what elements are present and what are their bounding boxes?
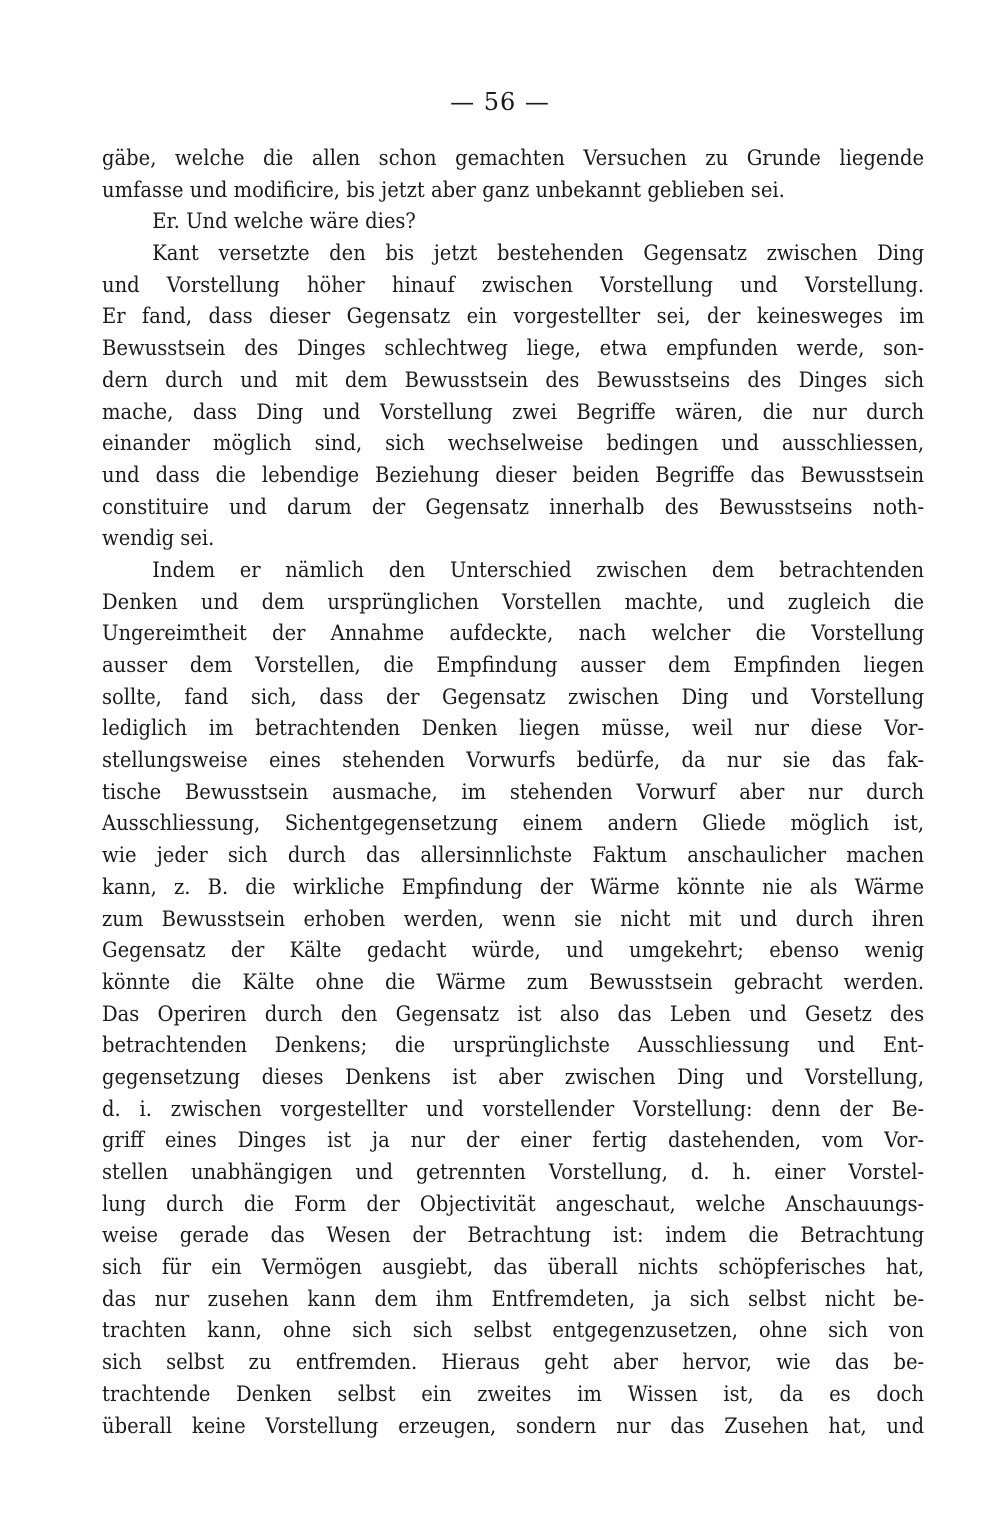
text-line: zum Bewusstsein erhoben werden, wenn sie nicht mit und durch ihren xyxy=(102,906,925,931)
text-line: Ungereimtheit der Annahme aufdeckte, nach welcher die Vorstellung xyxy=(102,621,925,646)
text-line: betrachtenden Denkens; die ursprünglichste Ausschliessung und Ent- xyxy=(102,1033,925,1058)
text-line: könnte die Kälte ohne die Wärme zum Bewusstsein gebracht werden. xyxy=(102,969,925,994)
text-line: weise gerade das Wesen der Betrachtung ist: indem die Betrachtung xyxy=(102,1223,925,1248)
text-line: d. i. zwischen vorgestellter und vorstellender Vorstellung: denn der Be- xyxy=(102,1096,925,1121)
text-line: einander möglich sind, sich wechselweise bedingen und ausschliessen, xyxy=(102,431,925,456)
text-line: Kant versetzte den bis jetzt bestehenden Gegensatz zwischen Ding xyxy=(152,241,925,266)
text-line: Er. Und welche wäre dies? xyxy=(152,209,416,234)
text-line: umfasse und modificire, bis jetzt aber ganz unbekannt geblieben sei. xyxy=(102,177,785,202)
text-line: Gegensatz der Kälte gedacht würde, und umgekehrt; ebenso wenig xyxy=(102,938,925,963)
text-line: tische Bewusstsein ausmache, im stehenden Vorwurf aber nur durch xyxy=(102,779,925,804)
text-line: dern durch und mit dem Bewusstsein des Bewusstseins des Dinges sich xyxy=(102,367,925,392)
text-line: Das Operiren durch den Gegensatz ist also das Leben und Gesetz des xyxy=(102,1001,925,1026)
text-line: wie jeder sich durch das allersinnlichste Faktum anschaulicher machen xyxy=(102,843,925,868)
text-line: sollte, fand sich, dass der Gegensatz zwischen Ding und Vorstellung xyxy=(102,684,925,709)
text-line: überall keine Vorstellung erzeugen, sondern nur das Zusehen hat, und xyxy=(102,1413,925,1438)
text-line: und dass die lebendige Beziehung dieser beiden Begriffe das Bewusstsein xyxy=(102,462,925,487)
text-line: gegensetzung dieses Denkens ist aber zwischen Ding und Vorstellung, xyxy=(102,1064,925,1089)
text-line: Indem er nämlich den Unterschied zwischen dem betrachtenden xyxy=(152,557,925,582)
page-number: — 56 — xyxy=(450,88,550,116)
text-line: stellen unabhängigen und getrennten Vorstellung, d. h. einer Vorstel- xyxy=(102,1160,925,1184)
body-text xyxy=(102,143,924,1442)
text-line: griff eines Dinges ist ja nur der einer fertig dastehenden, vom Vor- xyxy=(102,1128,925,1153)
text-line: und Vorstellung höher hinauf zwischen Vorstellung und Vorstellung. xyxy=(102,272,925,297)
text-line: kann, z. B. die wirkliche Empfindung der Wärme könnte nie als Wärme xyxy=(102,874,925,899)
text-line: mache, dass Ding und Vorstellung zwei Begriffe wären, die nur durch xyxy=(102,399,925,424)
text-line: trachtende Denken selbst ein zweites im Wissen ist, da es doch xyxy=(102,1381,925,1406)
text-line: Bewusstsein des Dinges schlechtweg liege, etwa empfunden werde, son- xyxy=(102,336,925,361)
text-line: sich selbst zu entfremden. Hieraus geht aber hervor, wie das be- xyxy=(102,1350,925,1375)
text-line: trachten kann, ohne sich sich selbst entgegenzusetzen, ohne sich von xyxy=(102,1318,925,1343)
text-line: lung durch die Form der Objectivität angeschaut, welche Anschauungs- xyxy=(102,1191,925,1216)
text-line: Ausschliessung, Sichentgegensetzung einem andern Gliede möglich ist, xyxy=(102,811,925,836)
text-line: das nur zusehen kann dem ihm Entfremdeten, ja sich selbst nicht be- xyxy=(102,1286,925,1311)
text-line: Denken und dem ursprünglichen Vorstellen machte, und zugleich die xyxy=(102,589,925,614)
text-line: lediglich im betrachtenden Denken liegen müsse, weil nur diese Vor- xyxy=(102,716,925,741)
text-line: Er fand, dass dieser Gegensatz ein vorgestellter sei, der keinesweges im xyxy=(102,304,925,329)
text-line: ausser dem Vorstellen, die Empfindung ausser dem Empfinden liegen xyxy=(102,653,925,677)
text-line: sich für ein Vermögen ausgiebt, das überall nichts schöpferisches hat, xyxy=(102,1255,925,1280)
text-line: gäbe, welche die allen schon gemachten Versuchen zu Grunde liegende xyxy=(102,146,925,170)
text-line: stellungsweise eines stehenden Vorwurfs bedürfe, da nur sie das fak- xyxy=(102,748,925,773)
text-line: wendig sei. xyxy=(102,526,215,551)
text-line: constituire und darum der Gegensatz innerhalb des Bewusstseins noth- xyxy=(102,494,925,519)
